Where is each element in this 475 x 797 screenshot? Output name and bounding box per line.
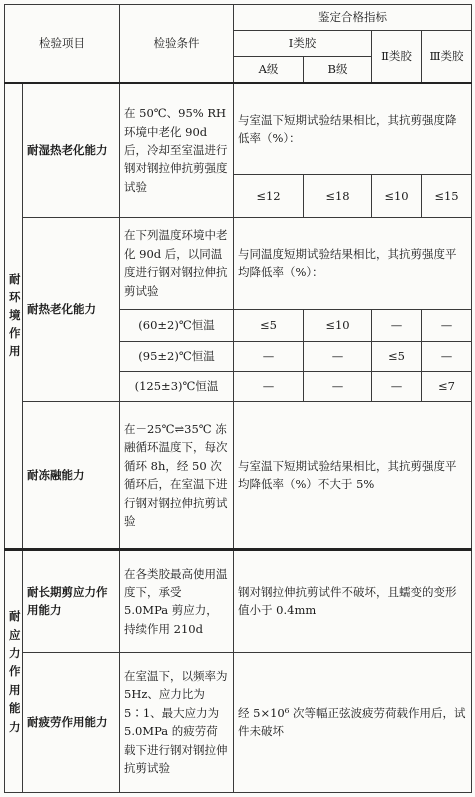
- item-humid: 耐湿热老化能力: [23, 83, 120, 217]
- header-condition: 检验条件: [120, 5, 234, 83]
- heat-label-125: (125±3)℃恒温: [120, 371, 234, 401]
- requirement-heat: 与同温度短期试验结果相比，其抗剪强度平均降低率（%）：: [234, 217, 472, 309]
- condition-fatigue: 在室温下，以频率为 5Hz、应力比为 5∶1、最大应力为 5.0MPa 的疲劳荷载下进行钢对钢拉伸抗剪试验: [120, 652, 234, 792]
- value-heat60-c2: —: [372, 309, 422, 341]
- value-humid-c3: ≤15: [422, 175, 472, 217]
- table-row-heat: [5, 217, 472, 309]
- requirement-freeze: 与室温下短期试验结果相比，其抗剪强度平均降低率（%）不大于 5%: [234, 401, 472, 549]
- requirement-creep: 钢对钢拉伸抗剪试件不破坏，且蠕变的变形值小于 0.4mm: [234, 550, 472, 652]
- requirement-fatigue: 经 5×10⁶ 次等幅正弦波疲劳荷载作用后，试件未破坏: [234, 652, 472, 792]
- condition-heat: 在下列温度环境中老化 90d 后，以同温度进行钢对钢拉伸抗剪试验: [120, 217, 234, 309]
- heat-label-95: (95±2)℃恒温: [120, 341, 234, 371]
- heat-label-60: (60±2)℃恒温: [120, 309, 234, 341]
- value-heat95-c2: ≤5: [372, 341, 422, 371]
- item-freeze: 耐冻融能力: [23, 401, 120, 549]
- item-fatigue: 耐疲劳作用能力: [23, 652, 120, 792]
- condition-humid: 在 50℃、95% RH 环境中老化 90d 后，冷却至室温进行钢对钢拉伸抗剪强度试验: [120, 83, 234, 217]
- header-class3: Ⅲ类胶: [422, 31, 472, 83]
- value-humid-c2: ≤10: [372, 175, 422, 217]
- condition-creep: 在各类胶最高使用温度下，承受 5.0MPa 剪应力，持续作用 210d: [120, 550, 234, 652]
- condition-freeze: 在－25℃⇌35℃ 冻融循环温度下，每次循环 8h，经 50 次循环后，在室温下进行钢对钢拉伸抗剪试验: [120, 401, 234, 549]
- value-heat60-c3: —: [422, 309, 472, 341]
- header-class1-a: A级: [234, 57, 304, 83]
- value-humid-b: ≤18: [304, 175, 372, 217]
- value-heat95-a: —: [234, 341, 304, 371]
- header-class1: Ⅰ类胶: [234, 31, 372, 57]
- value-heat125-a: —: [234, 371, 304, 401]
- requirement-humid: 与室温下短期试验结果相比，其抗剪强度降低率（%）：: [234, 83, 472, 175]
- table-row-fatigue: [5, 652, 472, 792]
- table-row-humid: [5, 83, 472, 175]
- table-row-freeze: [5, 401, 472, 549]
- adhesive-test-table: [4, 4, 472, 793]
- value-humid-a: ≤12: [234, 175, 304, 217]
- item-heat: 耐热老化能力: [23, 217, 120, 401]
- category-stress: 耐应力作用能力: [5, 550, 23, 793]
- header-class1-b: B级: [304, 57, 372, 83]
- value-heat125-c2: —: [372, 371, 422, 401]
- value-heat60-b: ≤10: [304, 309, 372, 341]
- header-criteria: 鉴定合格指标: [234, 5, 472, 31]
- value-heat125-b: —: [304, 371, 372, 401]
- value-heat60-a: ≤5: [234, 309, 304, 341]
- header-row: [5, 5, 472, 31]
- value-heat95-b: —: [304, 341, 372, 371]
- value-heat95-c3: —: [422, 341, 472, 371]
- header-item: 检验项目: [5, 5, 120, 83]
- header-class2: Ⅱ类胶: [372, 31, 422, 83]
- item-creep: 耐长期剪应力作用能力: [23, 550, 120, 652]
- category-environment: 耐 环 境 作 用: [5, 83, 23, 550]
- table-row-creep: [5, 550, 472, 652]
- value-heat125-c3: ≤7: [422, 371, 472, 401]
